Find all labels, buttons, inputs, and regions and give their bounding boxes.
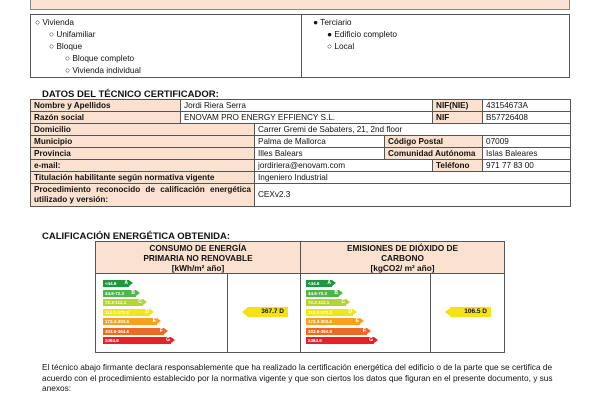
scale-range-label: 112.1-172.3 xyxy=(105,309,129,315)
scale-range-label: <44.6 xyxy=(308,281,320,286)
nif-nie-value: 43154673A xyxy=(483,100,571,112)
postal-value: 07009 xyxy=(483,136,571,148)
certifier-table xyxy=(30,99,571,207)
procedure-value: CEXv2.3 xyxy=(255,184,571,207)
emissions-scale-separator xyxy=(430,274,431,352)
emissions-rating-pointer: 106.5 D xyxy=(451,307,491,317)
consumption-header xyxy=(96,242,300,274)
emissions-scale xyxy=(306,280,426,350)
consumption-scale-bar-g xyxy=(103,337,171,344)
option-label: Vivienda xyxy=(42,17,75,27)
option-bloque[interactable]: ○ Bloque xyxy=(49,41,83,51)
option-vivienda-individual[interactable]: ○ Vivienda individual xyxy=(65,65,141,75)
emissions-title-line1: EMISIONES DE DIÓXIDO DE xyxy=(346,243,459,253)
declaration-text: El técnico abajo firmante declara responsablemente que ha realizado la certificación energética del edificio o de la parte que se certifica de acuerdo con el procedimiento establecido por la normativa vigente y que son ciertos los datos que figuran en el presente documento, y sus anexos: xyxy=(42,362,553,393)
scale-range-label: 112.1-172.3 xyxy=(308,309,332,315)
rating-section-title: CALIFICACIÓN ENERGÉTICA OBTENIDA: xyxy=(42,231,231,242)
option-label: Local xyxy=(334,41,355,51)
email-label: e-mail: xyxy=(31,160,255,172)
email-value: jordiriera@enovam.com xyxy=(255,160,433,172)
scale-letter-label: D xyxy=(145,308,149,315)
scale-range-label: 172.3-303.6 xyxy=(308,319,333,324)
emissions-title-line2: CARBONO xyxy=(381,253,424,263)
option-unifamiliar[interactable]: ○ Unifamiliar xyxy=(49,29,96,39)
scale-letter-label: A xyxy=(327,280,331,286)
consumption-title-line1: CONSUMO DE ENERGÍA xyxy=(149,243,247,253)
scale-range-label: 72.3-112.1 xyxy=(308,300,330,305)
emissions-scale-bar-f xyxy=(306,328,367,335)
consumption-scale xyxy=(103,280,223,350)
table-row xyxy=(31,148,571,160)
phone-label: Teléfono xyxy=(433,160,483,172)
name-value: Jordi Riera Serra xyxy=(181,100,433,112)
option-label: Edificio completo xyxy=(334,29,398,39)
table-row xyxy=(31,136,571,148)
option-label: Vivienda individual xyxy=(72,65,141,75)
table-row xyxy=(31,184,571,207)
consumption-scale-bar-a xyxy=(103,280,129,287)
option-label: Bloque completo xyxy=(72,53,135,63)
postal-label: Código Postal xyxy=(385,136,483,148)
emissions-unit: [kgCO2/ m² año] xyxy=(370,263,435,273)
city-value: Palma de Mallorca xyxy=(255,136,385,148)
nif-label: NIF xyxy=(433,112,483,124)
scale-range-label: <44.6 xyxy=(105,281,117,286)
consumption-scale-separator xyxy=(227,274,228,352)
scale-letter-label: A xyxy=(124,280,128,286)
scale-letter-label: C xyxy=(138,299,142,305)
building-type-box xyxy=(30,14,570,78)
address-value: Carrer Gremi de Sabaters, 21, 2nd floor xyxy=(255,124,571,136)
scale-letter-label: B xyxy=(334,289,338,296)
scale-range-label: 303.6-364.6 xyxy=(308,328,333,334)
column-divider xyxy=(301,15,302,77)
scale-letter-label: C xyxy=(341,299,345,305)
nif-value: B57726408 xyxy=(483,112,571,124)
table-row xyxy=(31,160,571,172)
name-label: Nombre y Apellidos xyxy=(31,100,181,112)
table-row xyxy=(31,112,571,124)
scale-range-label: 44.6-72.3 xyxy=(308,290,328,296)
option-edificio-completo[interactable] xyxy=(327,29,397,39)
scale-letter-label: F xyxy=(159,327,163,334)
company-value: ENOVAM PRO ENERGY EFFIENCY S.L. xyxy=(181,112,433,124)
emissions-scale-bar-c xyxy=(306,299,346,306)
emissions-scale-bar-e xyxy=(306,318,360,325)
scale-range-label: 172.3-303.6 xyxy=(105,319,130,324)
emissions-scale-bar-b xyxy=(306,290,339,297)
scale-letter-label: G xyxy=(369,337,373,343)
consumption-scale-bar-b xyxy=(103,290,136,297)
emissions-scale-bar-d xyxy=(306,309,353,316)
qualification-value: Ingeniero Industrial xyxy=(255,172,571,184)
consumption-scale-bar-c xyxy=(103,299,143,306)
region-label: Comunidad Autónoma xyxy=(385,148,483,160)
option-label: Bloque xyxy=(56,41,83,51)
consumption-scale-bar-f xyxy=(103,328,164,335)
scale-letter-label: G xyxy=(166,337,170,343)
rating-box xyxy=(95,241,505,353)
scale-letter-label: F xyxy=(362,327,366,334)
scale-range-label: 44.6-72.3 xyxy=(105,290,125,296)
region-value: Islas Baleares xyxy=(483,148,571,160)
option-label: Unifamiliar xyxy=(56,29,96,39)
nif-nie-label: NIF(NIE) xyxy=(433,100,483,112)
consumption-scale-bar-e xyxy=(103,318,157,325)
scale-range-label: 72.3-112.1 xyxy=(105,300,127,305)
table-row xyxy=(31,124,571,136)
consumption-unit: [kWh/m² año] xyxy=(171,263,225,273)
radio-marker: ○ xyxy=(327,41,333,51)
certifier-section-title: DATOS DEL TÉCNICO CERTIFICADOR: xyxy=(42,89,219,100)
option-label: Terciario xyxy=(320,17,352,27)
city-label: Municipio xyxy=(31,136,255,148)
company-label: Razón social xyxy=(31,112,181,124)
province-value: Illes Balears xyxy=(255,148,385,160)
option-terciario[interactable]: ● Terciario xyxy=(313,17,352,27)
consumption-title-line2: PRIMARIA NO RENOVABLE xyxy=(143,253,253,263)
emissions-scale-bar-g xyxy=(306,337,374,344)
procedure-label: Procedimiento reconocido de calificación energética utilizado y versión: xyxy=(31,184,255,207)
consumption-scale-bar-d xyxy=(103,309,150,316)
qualification-label: Titulación habilitante según normativa vigente xyxy=(31,172,255,184)
phone-value: 971 77 83 00 xyxy=(483,160,571,172)
previous-table-bottom xyxy=(30,0,570,10)
scale-range-label: 303.6-364.6 xyxy=(105,328,130,334)
table-row xyxy=(31,172,571,184)
scale-letter-label: D xyxy=(348,308,352,315)
scale-letter-label: B xyxy=(131,289,135,296)
scale-letter-label: E xyxy=(152,318,156,324)
table-row xyxy=(31,100,571,112)
option-local[interactable] xyxy=(327,41,354,51)
option-vivienda[interactable]: ○ Vivienda xyxy=(35,17,75,27)
consumption-rating-pointer: 367.7 D xyxy=(248,307,288,317)
province-label: Provincia xyxy=(31,148,255,160)
option-bloque-completo[interactable]: ○ Bloque completo xyxy=(65,53,135,63)
radio-marker: ● xyxy=(327,29,333,39)
scale-letter-label: E xyxy=(355,318,359,324)
emissions-header xyxy=(301,242,504,274)
scale-range-label: ≥364.6 xyxy=(308,338,322,343)
scale-range-label: ≥364.6 xyxy=(105,338,119,343)
emissions-scale-bar-a xyxy=(306,280,332,287)
address-label: Domicilio xyxy=(31,124,255,136)
